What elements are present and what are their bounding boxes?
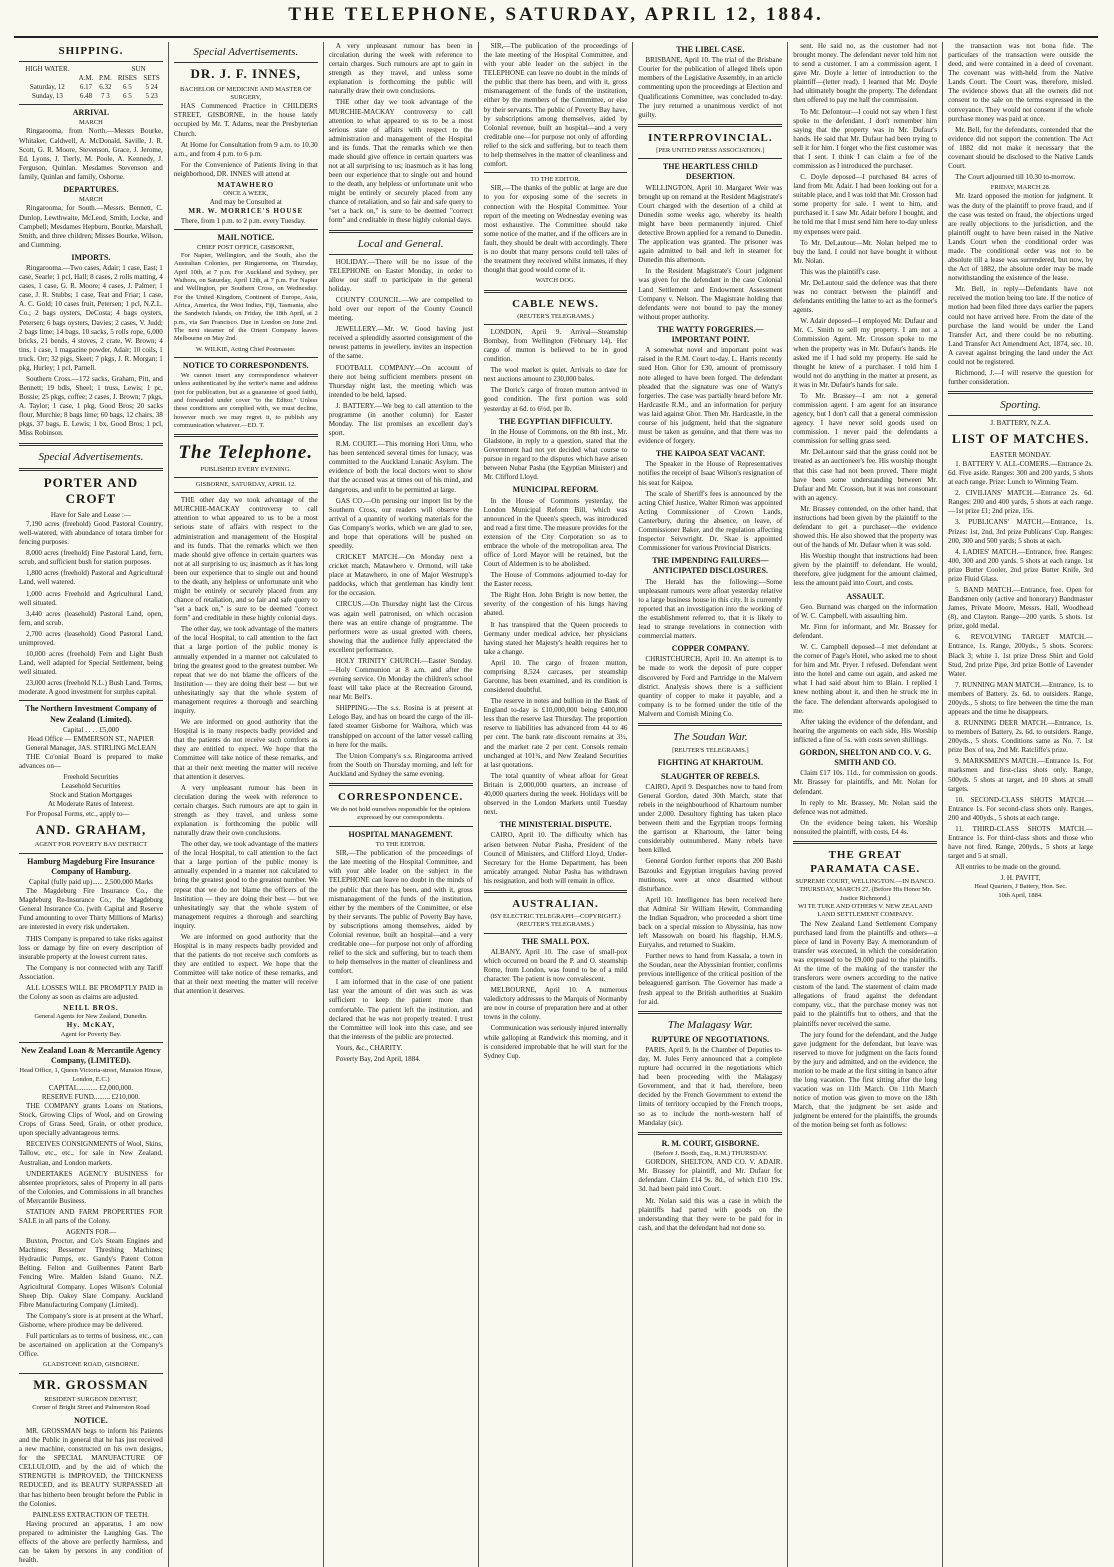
local-item: R.M. COURT.—This morning Hori Umu, who has been sentenced several times for lunacy, was committed to the Auckland Lunatic Asylum. The evidence of both the local doctors went to show that the accused was at times out of his mind, and dangerous, and unfit to be permitted at large. <box>328 440 473 494</box>
to-editor: TO THE EDITOR. <box>375 840 426 848</box>
shipping-heading: SHIPPING. <box>58 45 124 57</box>
match-item: 10. SECOND-CLASS SHOTS MATCH.—Entrance 1s. For second-class shots only. Ranges, 200 and 400yds., 5 shots at each range. <box>948 795 1093 822</box>
paramata-heading: THE GREAT PARAMATA CASE. <box>810 848 921 876</box>
letter-body: I am informed that in the case of one patient last year the amount of diet was such as was sufficient to keep the patient more than comfortable. The patient left the institution, and declared that he was not properly treated. I trust the Committee will look into this case, and see that the interests of the public are protected. <box>328 978 473 1041</box>
imports-text: Ringarooma.—Two cases, Adair; 1 case, East; 1 case, Searle; 1 pcl, Hall; 8 cases, 2 rolls matting, 4 cases, 1 case, G. R. Moore; 4 cases, J. Palmer; 1 case, J. R. Stubbs; 1 case, Teat and Friar; 1 case, A. C. Gold; 10 cases fruit, Petersen; 1 pcl, N.Z.L. Co.; 2 bags oysters, DeCosta; 4 bags oysters, Petersen; 6 bags oysters, Davies; 2 cases, V. Judd; 2 bags lime; 14 bags, 10 sacks, 5 rolls rope, 6,000 bricks, 21 bends, 4 stoves, 2 crate, W. Brown; 4 tins, 1 case, 1 magazine powder, Adair; 10 coils, 1 truck. Orr; 32 pigs, Skeet; 7 pkgs, J. R. Morgan; 1 pkg, Hurley; 1 pcl, Parnell. <box>19 264 163 372</box>
desertion-body: In the Resident Magistrate's Court judgment was given for the defendant in the case Colonial Land Settlement and Endowment Assessment Company v. Nelson. The Magistrate holding that defendants were not bound to pay the money without proper authority. <box>638 267 783 321</box>
court-paragraph: Mr. Brassey contended, on the other hand, that instructions had been given by the plaintiff to the defendant to get a purchaser—the evidence showed this. He also showed that the property was out of the hands of Mr. Dufaur when it was sold. <box>793 504 938 550</box>
soudan-sub: [REUTER'S TELEGRAMS.] <box>672 747 749 755</box>
secretary-sign-2: Head Quarters, J Battery, Hon. Sec. <box>974 883 1067 891</box>
paramata-sub: SUPREME COURT, WELLINGTON.—IN BANCO. <box>795 878 936 886</box>
special-ads-heading-2: Special Advertisements. <box>193 46 299 58</box>
matawhero: MATAWHERO <box>217 180 275 189</box>
watty-heading: THE WATTY FORGERIES.—IMPORTANT POINT. <box>657 324 764 345</box>
loan-title: New Zealand Loan & Mercantile Agency Company, (LIMITED). <box>21 1045 161 1066</box>
malagasy-heading: The Malagasy War. <box>667 1018 753 1031</box>
nz-invest-office: Head Office — EMMERSON ST., NAPIER <box>27 734 154 743</box>
tide-row: Sunday, 13 6.48 7 3 6 5 5 23 <box>31 91 158 100</box>
columns <box>14 42 1098 1565</box>
copper-heading: COPPER COMPANY. <box>671 644 750 654</box>
loan-body: THE COMPANY grants Loans on Stations, Stock, Growing Clips of Wool, and on Growing Crops of Grass Seed, Grain, or other produce, upon specially advantageous terms. <box>19 1102 163 1138</box>
libel-body: BRISBANE, April 10. The trial of the Brisbane Courier for the publication of alleged libels upon members of the Legislative Assembly, in an article commenting upon the proceedings at Election and Qualifications Committee, was concluded to-day. The jury returned a unanimous verdict of not guilty. <box>638 56 783 119</box>
rm-court-body: Mr. Nolan said this was a case in which the plaintiffs had parted with goods on the understanding that they were to be paid for in cash, and that the defendant had not done so. <box>638 1196 783 1232</box>
assault-body: After taking the evidence of the defendant, and hearing the arguments on each side, His Worship inflicted a fine of 5s. with costs seven shillings. <box>793 717 938 744</box>
list-of-matches-heading: LIST OF MATCHES. <box>951 431 1090 447</box>
leader-paragraph: THE other day we took advantage of the MURCHIE-MACKAY controversy to call attention to what appeared to us to be a most serious state of affairs with respect to the administration and management of the Hospital and its funds. That the remarks which we then made should give offence in certain quarters was not at all surprising to us; inasmuch as it has long been our experience that to single out and hound to the death, any helpless or unfortunate unit who might be entirely or securely placed from any chance of retaliation, and so fair and safe query to "set a back on," is sure to be deemed "correct form" and creditable in these highly colonial days. <box>328 98 473 225</box>
correspondence-heading: CORRESPONDENCE. <box>337 790 464 803</box>
land-item: 10,000 acres (freehold) Fern and Light Bush Land, well adapted for Special Settlement, being well situated. <box>19 649 163 677</box>
local-item: CIRCUS.—On Thursday night last the Circus was again well patronised, on which occasion there was an entire change of programme. The performers were as usual greeted with cheers, showing that the audience fully appreciated the excellent performance. <box>328 600 473 654</box>
nameplate: The Telephone. <box>178 442 314 464</box>
notice-heading: NOTICE. <box>74 1415 108 1425</box>
land-item: 23,000 acres (freehold N.L.) Bush Land. Terms, moderate. A good investment for surplus capital. <box>19 679 163 697</box>
porter-croft-sub: Have for Sale and Lease :— <box>50 510 131 519</box>
mckay-name: Hy. McKAY, <box>66 1021 116 1030</box>
letter-body: SIR,—The publication of the proceedings of the late meeting of the Hospital Committee, and with your able leader on the subject in the TELEPHONE can leave no doubt in the minds of the public that there has been, and with it, gross mismanagement of the funds of the institution, either by the members of the Committee, or else by their servants. The public of Poverty Bay have, by subscriptions among themselves, aided by Colonial revenue, built an hospital—and a very creditable one—for purpose not only of affording relief to the sick and suffering, but to teach them to help themselves in the matter of cleanliness and comfort. <box>328 849 473 976</box>
local-item: GAS CO.—On perusing our import list by the Southern Cross, our readers will observe the arrival of a quantity of working materials for the Gas Company's works, which we are glad to see, and hope that operations will be pushed on speedily. <box>328 496 473 550</box>
cable-sub: (REUTER'S TELEGRAMS.) <box>517 312 594 320</box>
malagasy-body: PARIS, April 9. In the Chamber of Deputies to-day, M. Jules Ferry announced that a complete rupture had occurred in the negotiations which had been proceeding with the Malagasy Government, and that it had, therefore, been decided by the French Government to extend the limits of territory occupied by the French troops, so as to include the north-western half of Mandalay (sic). <box>638 1046 783 1127</box>
court-paragraph: W. Adair deposed—I employed Mr. Dufaur and Mr. C. Smith to sell my property. I am not a Commission Agent. Mr. Crosson spoke to me when the property was in Mr. Dufaur's hands. He asked me if I had sold my property. He said he thought he knew of a purchaser. I told him I would not do anything in the matter at present, as it was in Mr. Dufaur's hands for sale. <box>793 317 938 389</box>
paramata-paragraph: The Court adjourned till 10.30 to-morrow. <box>955 173 1076 182</box>
letter-body-cont: SIR,—The publication of the proceedings of the late meeting of the Hospital Committee, and with your able leader on the subject in the TELEPHONE can leave no doubt in the minds of the public that there has been, and with it, gross mismanagement of the funds of the institution, either by the members of the Committee, or else by their servants. The public of Poverty Bay have, by subscriptions among themselves, aided by Colonial revenue, built an hospital—and a very creditable one—for purpose not only of affording relief to the sick and suffering, but to teach them to help themselves in the matter of cleanliness and comfort. <box>483 42 628 169</box>
loan-body: UNDERTAKES AGENCY BUSINESS for absentee proprietors, sales of Property in all parts of the Colonies, and Commissions in all branches of Mercantile Business. <box>19 1169 163 1205</box>
grossman-sub: RESIDENT SURGEON DENTIST, <box>44 1396 138 1404</box>
hamburg-body: THIS Company is prepared to take risks against loss or damage by fire on every description of insurable property at the lowest current rates. <box>19 934 163 961</box>
cable-item: LONDON, April 9. Arrival—Steamship Bombay, from Wellington (February 14). Her cargo of mutton is believed to be in good condition. <box>483 327 628 364</box>
local-item: HOLY TRINITY CHURCH.—Easter Sunday.—Holy Communion at 8 a.m. and after the evening service. On Monday the children's school feast will take place at the Recreation Ground, near Mr. Bell's. <box>328 656 473 702</box>
column-5 <box>633 42 788 1567</box>
paramata-paragraph: Mr. Izard opposed the motion for judgment. It was the duty of the plaintiff to prove fraud, and if the case was tested on fraud, the objections urged are really objections to the jurisdiction, and the plaintiff ought to have been raised in the Native Lands Court when the conditional order was made. The conditional order was not to be absolute till a lease was surrendered, but now, by the Act of 1882, the absolute order may be made notwithstanding the existence of the lease. <box>948 192 1093 283</box>
nz-invest-foot: For Proposal Forms, etc., apply to— <box>26 809 130 818</box>
local-item: JEWELLERY.—Mr. W. Good having just received a splendidly assorted consignment of the newest patterns in jewellery, invites an inspection of the same. <box>328 325 473 361</box>
soudan-heading: The Soudan War. <box>673 730 748 743</box>
egypt-heading: THE EGYPTIAN DIFFICULTY. <box>498 416 613 426</box>
loan-capital: CAPITAL........... £2,000,000. <box>48 1083 134 1092</box>
hamburg-body: The Magdeburg Fire Insurance Co., the Magdeburg Re-Insurance Co., the Magdeburg General Insurance Co. (with Capital and Reserve Fund amounting to over Thirty Millions of Marks) are interested in every risk undertaken. <box>19 887 163 932</box>
loan-reserve: RESERVE FUND......... £210,000. <box>41 1093 140 1101</box>
grossman-title: MR. GROSSMAN <box>33 1376 149 1392</box>
ministerial-body: CAIRO, April 10. The difficulty which has arisen between Nubar Pasha, President of the Council of Ministers, and Clifford Lloyd, Under-Secretary for the Home Department, has been amicably arranged. Nubar Pasha has withdrawn his resignation, and both will remain in office. <box>483 831 628 885</box>
land-item: 8,000 acres (freehold) Fine Pastoral Land, fern, scrub, and sufficient bush for station purposes. <box>19 549 163 567</box>
paramata-date: THURSDAY, MARCH 27. (Before His Honor Mr. Justice Richmond.) <box>799 886 932 902</box>
match-item: 2. CIVILIANS' MATCH.—Entrance 2s. 6d. Ranges: 200 and 400 yards, 5 shots at each range.—1st prize £1; 2nd prize, 15s. <box>948 489 1093 516</box>
special-ads-heading: Special Advertisements. <box>38 450 144 463</box>
column-2 <box>169 42 324 1567</box>
secretary-sign: J. H. PAVITT, <box>1000 874 1041 883</box>
land-item: 1,800 acres (freehold) Pastoral and Agricultural Land, well watered. <box>19 569 163 587</box>
column-6 <box>788 42 943 1567</box>
corr-notice-heading: NOTICE TO CORRESPONDENTS. <box>182 360 309 370</box>
nz-invest-title: The Northern Investment Company of New Zealand (Limited). <box>25 704 157 724</box>
loan-agents-list: Buxton, Proctor, and Co's Steam Engines and Machines; Bessemer Threshing Machines; Hydraulic Pumps, etc. Gandy's Patent Cotton Belting. Felton and Guilbennes Patent Barb Fencing Wire. Malden Island Guano. N.Z. Agricultural Company. Lopes Wilson's Colonial Sheep Dip. Oakey Slate Company. Auckland Fibre Manufacturing Company (Limited). <box>19 1237 163 1309</box>
land-item: 2,700 acres (leasehold) Good Pastoral Land, unimproved. <box>19 629 163 647</box>
mail-heading: MAIL NOTICE. <box>217 232 275 242</box>
cable-item: It has transpired that the Queen proceeds to Germany under medical advice, her physicians having stated her Majesty's health requires her to take a change. <box>483 620 628 656</box>
land-item: 3,440 acres (leasehold) Pastoral Land, open, fern, and scrub. <box>19 609 163 627</box>
cable-heading: CABLE NEWS. <box>512 297 599 310</box>
graham-name: AND. GRAHAM, <box>35 821 147 837</box>
malagasy-sub: RUPTURE OF NEGOTIATIONS. <box>651 1034 770 1044</box>
loan-address: GLADSTONE ROAD, GISBORNE. <box>42 1361 140 1369</box>
matawhero-sub: ONCE A WEEK, <box>223 190 269 198</box>
local-heading: Local and General. <box>357 237 444 250</box>
gordon-heading: GORDON, SHELTON AND CO. V. G. SMITH AND CO. <box>799 747 931 768</box>
libel-heading: THE LIBEL CASE. <box>676 45 745 54</box>
loan-office: Head Office, 1, Queen Victoria-street, Mansion House, London, E.C.) <box>19 1067 163 1083</box>
match-item: 7. RUNNING MAN MATCH.—Entrance, 1s. to members of Battery. 2s. 6d. to outsiders. Range, 200yds., 5 shots; to fire between the time the man appears and the time he disappears. <box>948 680 1093 717</box>
arrival-heading: ARRIVAL <box>72 107 110 117</box>
cable-item: The House of Commons adjourned to-day for the Easter recess. <box>483 571 628 589</box>
innes-body: For the Convenience of Patients living in that neighborhood, DR. INNES will attend at <box>173 160 318 178</box>
published-line: PUBLISHED EVERY EVENING. <box>200 465 292 473</box>
desertion-heading: THE HEARTLESS CHILD DESERTION. <box>662 162 758 182</box>
cable-item: April 10. The cargo of frozen mutton, comprising 8,524 carcases, per steamship Garonne, has been examined, and its condition is considered doubtful. <box>483 658 628 695</box>
gordon-body: In reply to Mr. Brassey, Mr. Nolan said the defence was not admitted. <box>793 798 938 816</box>
egypt-body: In the House of Commons, on the 8th inst., Mr. Gladstone, in reply to a question, stated that the Government had not yet decided what course to pursue in regard to the disputes which have arisen between Nubar Pasha (the Egyptian Minister) and Mr. Clifford Lloyd. <box>483 427 628 482</box>
match-item: 1. BATTERY V. ALL-COMERS.—Entrance 2s. 6d. Five aside. Ranges: 300 and 200 yards, 5 shots at each range. Prize: Lunch to Winning Team. <box>948 459 1093 487</box>
morrice-house: MR. W. MORRICE'S HOUSE <box>188 207 304 216</box>
gordon-body: On the evidence being taken, his Worship nonsuited the plaintiff, with costs, £4 4s. <box>793 818 938 836</box>
match-item: 3. PUBLICANS' MATCH.—Entrance, 1s. Prizes: 1st, 2nd, 3rd prize Publicans' Cup. Ranges: 200, 300 and 500 yards; 5 shots at each. <box>948 518 1093 545</box>
land-item: 1,000 acres Freehold and Agricultural Land, well situated. <box>19 589 163 607</box>
letter-sign: Yours, &c., CHARITY. <box>335 1043 403 1052</box>
local-item: SHIPPING.—The s.s. Rosina is at present at Lelogo Bay, and has on board the cargo of the ill-fated steamer Gisborne for Waihora, which was transhipped on account of the latter vessel calling in here for the mails. <box>328 704 473 749</box>
paramata-paragraph: Richmond, J.—I will reserve the question for further consideration. <box>948 368 1093 387</box>
kaipoa-heading: THE KAIPOA SEAT VACANT. <box>655 449 765 459</box>
municipal-heading: MUNICIPAL REFORM. <box>512 485 599 495</box>
hamburg-body: The Company is not connected with any Tariff Association. <box>19 963 163 981</box>
court-paragraph: C. Doyle deposed—I purchased 84 acres of land from Mr. Adair. I had been looking out for a suitable place, and I was told that Mr. Crosson had some property for sale. I went to him, and purchased it. I saw Mr. Adair before I bought, and he told me that I must send him here to-day unless my expenses were paid. <box>793 173 938 236</box>
municipal-body: In the House of Commons yesterday, the London Municipal Reform Bill, which was announced in the Queen's speech, was introduced and read a first time. The measure provides for the extension of the City Corporation so as to embrace the whole of the metropolitan area. The office of Lord Mayor will be retained, but the Court of Aldermen is to be abolished. <box>483 496 628 569</box>
interprovincial-heading: INTERPROVINCIAL. <box>648 131 773 144</box>
mail-sign: W. WILKIE, Acting Chief Postmaster. <box>195 345 296 353</box>
painless-body: Having procured an apparatus, I am now prepared to administer the Laughing Gas. The effects of the above are perfectly harmless, and can be taken by persons in any condition of health. <box>19 1519 163 1565</box>
nz-invest-list-item: At Moderate Rates of Interest. <box>47 800 134 809</box>
cable-item: The total quantity of wheat afloat for Great Britain is 2,000,000 quarters, an increase of 40,000 quarters during the week. Holidays will be observed in the London Markets until Tuesday next. <box>483 771 628 817</box>
innes-body: At Home for Consultation from 9 a.m. to 10.30 a.m., and from 4 p.m. to 6 p.m. <box>173 140 318 158</box>
departures-text: Ringarooma, for South.—Messrs. Bennett, C. Dunlop, Lewthwaite, McLeod, Smith, Locke, and Campbell; Mesdames Hepburn, Bourke, Marshall, Smith, and three children; Misses Bourke, Wilson, and Cumming. <box>19 204 163 249</box>
cable-item: The Right Hon. John Bright is now better, the severity of the congestion of his lungs having abated. <box>483 591 628 618</box>
departures-heading: DEPARTURES. <box>63 184 119 194</box>
tide-sub: A.M. <box>78 74 94 83</box>
paramata-paragraph: Mr. Bell, in reply—Defendants have not received the motion being too late. If the notice of motion had been filed three days earlier the papers could not have arrived here. From the date of the purchase the land would be under the Land Transfer Act, and there could be no rebutting. Land Transfer Act Amendment Act, 1874, sec. 10. A caveat against bringing the land under the Act could not be registered. <box>948 285 1093 366</box>
soudan-body: CAIRO, April 9. Despatches now to hand from General Gordon, dated 30th March, state that rebels in the neighbourhood of Khartoum number under 2,000. Desultory fighting has taken place between them and the Egyptian troops forming the garrison at Khartoum, the latter being considerably outnumbered. Many rebels have been killed. <box>638 782 783 855</box>
imports-heading: IMPORTS. <box>71 252 111 262</box>
court-paragraph: This was the plaintiff's case. <box>800 267 881 276</box>
australian-heading: AUSTRALIAN. <box>512 897 599 910</box>
column-4 <box>479 42 634 1567</box>
land-item: 7,190 acres (freehold) Good Pastoral Country, well-watered, with abundance of totara timber for fencing purposes. <box>19 519 163 547</box>
leader-paragraph: A very unpleasant rumour has been in circulation during the week with reference to certain charges. Such rumours are apt to gain in strength as they travel, and unless some explanation is forthcoming the public will naturally draw their own conclusions. <box>173 783 318 838</box>
correspondence-disclaimer: We do not hold ourselves responsible for the opinions expressed by our correspondents. <box>330 806 471 822</box>
local-item: CRICKET MATCH.—On Monday next a cricket match, Matawhero v. Ormond, will take place at Matawhero, in one of Major Westrupp's paddocks, which that gentleman has kindly lent for the occasion. <box>328 553 473 598</box>
column-1 <box>14 42 169 1567</box>
tide-sub: P.M. <box>98 74 112 83</box>
graham-sub: AGENT FOR POVERTY BAY DISTRICT <box>34 841 148 849</box>
match-item: 6. REVOLVING TARGET MATCH.—Entrance, 1s. Range, 200yds., 5 shots. Scorers: Black 3; white 1. 1st prize Dress Shirt and Gold Stud, 2nd prize Pipe, 3rd prize Bottle of Lavender Water. <box>948 633 1093 678</box>
morrice-time: There, from 1 p.m. to 2 p.m. every Tuesday. <box>180 216 306 225</box>
entries-note: All entries to be made on the ground. <box>955 863 1061 872</box>
cable-item: The reserve in notes and bullion in the Bank of England to-day is £10,000,000 being £400,000 less than the reserve last Thursday. The proportion reserve to liabilities has advanced from 44 to 46 per cent. The bank rate discount remains at 3½, and the market rate 2 per cent. Consols remain unchanged at 101¾, and New Zealand Securities at last quotations. <box>483 697 628 769</box>
smallpox-body: ALBANY, April 10. The case of small-pox which occurred on board the P. and O. steamship Rome, from London, was found to be of a mild character. The patient is now convalescent. <box>483 947 628 984</box>
corr-notice-body: We cannot insert any correspondence whatever unless authenticated by the writer's name and address (not for publication, but as a guarantee of good faith), and forwarded under cover "to the Editor." Unless these conditions are complied with, we must decline, however much we may regret it, to publish any communication whatever.—ED. T. <box>173 372 318 429</box>
mail-body: For Napier, Wellington, and the South, also the Australian Colonies, per Ringarooma, on Thursday, April 10th, at 7 p.m. For Auckland and Sydney, per Waihora, on Saturday, April 12th, at 7 p.m. For Napier and Wellington, per Southern Cross, on Wednesday. For the United Kingdom, Continent of Europe, Asia, Africa, America, the West Indies, Fiji, Tasmania, also the Sandwich Islands, on Friday, the 18th April, at 2 p.m., via San Francisco. Due in London on June 2nd. The next steamer of the Orient Company leaves Melbourne on May 2nd. <box>173 252 318 343</box>
letter-2-body: SIR,—The thanks of the public at large are due to you for exposing some of the secrets in connection with the Hospital Committee. Your report of the meeting on Wednesday evening was most exhaustive. The Committee should take some notice of the matter, and if the officers are in fault, they should be dealt with accordingly. There is no doubt that many persons could tell tales of the treatment they received whilst inmates, if they thought that good would come of it. <box>483 184 628 275</box>
hamburg-agent-sub: General Agents for New Zealand, Dunedin. <box>34 1013 148 1021</box>
porter-croft-title: PORTER AND CROFT <box>43 474 139 507</box>
assault-body: Geo. Burnand was charged on the information of W. C. Campbell, with assaulting him. <box>793 602 938 620</box>
soudan-body: Further news to hand from Kassala, a town in the Soudan, near the Abyssinian frontier, confirms previous intelligence of the critical position of the beleaguered garrison. The Governor has made a fresh appeal to the British authorities at Suakim for aid. <box>638 952 783 1006</box>
court-paragraph: To Mr. Defontour—I could not say when I first spoke to the defendant. I don't remember him saying that the property was in Mr. Dufaur's hands. He said that Mr. Dufaur had been trying to sell it for him. I forget who the first customer was that I sent. I think I can claim a fee of the commission as I introduced the purchaser. <box>793 107 938 171</box>
leader-paragraph: A very unpleasant rumour has been in circulation during the week with reference to certain charges. Such rumours are apt to gain in strength as they travel, and unless some explanation is forthcoming the public will naturally draw their own conclusions. <box>328 42 473 96</box>
rm-court-body: GORDON, SHELTON, AND CO. V. ADAIR. Mr. Brassey for plaintiff, and Mr. Dufaur for defendant. Claim £14 9s. 8d., of which £10 19s. 3d. had been paid into Court. <box>638 1158 783 1194</box>
court-paragraph: To Mr. Brassey—I am not a general commission agent. I am agent for an insurance agency, but I don't call that a general commission agency. I have never sold goods used on commission. I never paid the defendants a commission for selling grass seed. <box>793 391 938 446</box>
mail-sub: CHIEF POST OFFICE, GISBORNE, <box>196 243 295 251</box>
interprovincial-sub: [PER UNITED PRESS ASSOCIATION.] <box>656 146 765 154</box>
desertion-body: WELLINGTON, April 10. Margaret Weir was brought up on remand at the Resident Magistrate's Court charged with the desertion of a child at Dunedin some weeks ago, whereby its health might have been permanently injured. Chief detective Brown applied for a remand to Dunedin. The application was granted. The prisoner was again admitted to bail and left in steamer for Dunedin this afternoon. <box>638 183 783 265</box>
leader-paragraph: We are informed on good authority that the Hospital is in many respects badly provided and that the patients do not receive such comforts as they are entitled to expect. We hope that the Committee will take notice of these remarks, and that at their next meeting the matter will receive that attention it deserves. <box>173 718 318 781</box>
paramata-case: WI TE TUKE AND OTHERS V. NEW ZEALAND LAND SETTLEMENT COMPANY. <box>797 903 933 919</box>
failure-body: The Herald has the following:—Some unpleasant rumours were afloat yesterday relative to a large business house in this city. It is currently reported that an investigation into the working of the establishment referred to, that it is likely to lead to strange revelations in connection with commercial matters. <box>638 577 783 641</box>
leader-paragraph: The other day, we took advantage of the matters of the local Hospital, to call attention to the fact that a large portion of the public money is annually expended in a manner not calculated to bring the greatest good to the greatest number. We repeat that we do not blame the officers of the Institution — they are doing their best — but we unhesitatingly say that the whole system of management requires a thorough and searching inquiry. <box>173 840 318 930</box>
assault-body: W. C. Campbell deposed—I met defendant at the corner of Page's Hotel, who asked me to shout for him and Mr. Pryer. I refused. Defendant went into the hotel and came out again, and asked me what I had said about him to Blain. I replied I knew nothing about it, and then he struck me in the face. The defendant afterwards apologised to me. <box>793 643 938 715</box>
nz-invest-list-item: Freehold Securities <box>63 773 119 782</box>
tide-table <box>19 65 163 101</box>
nz-invest-manager: General Manager, JAS. STIRLING McLEAN <box>25 744 157 752</box>
tide-sub: SETS <box>143 74 160 83</box>
court-paragraph: Mr. DeLautour said the defence was that there was no contract between the plaintiff and defendants entitling the latter to act as the former's agents. <box>793 278 938 315</box>
hospital-heading: HOSPITAL MANAGEMENT. <box>348 829 453 839</box>
nz-invest-body: THE Co'onial Board is prepared to make advances on— <box>19 753 163 771</box>
secretary-date: 10th April, 1884. <box>998 891 1043 899</box>
match-item: 5. BAND MATCH.—Entrance, free. Open for Bandsmen only (active and honorary) Bandmaster James, Private Moore, Messrs. Hall, Woodhead (8), and Clayton. Range—200 yards. 5 shots. 1st prize, gold medal. <box>948 586 1093 631</box>
failure-heading: THE IMPENDING FAILURES—ANTICIPATED DISCLOSURES. <box>652 556 769 576</box>
nz-invest-list-item: Leasehold Securities <box>61 782 121 791</box>
loan-body: STATION AND FARM PROPERTIES FOR SALE in all parts of the Colony. <box>19 1207 163 1226</box>
hamburg-title: Hamburg Magdeburg Fire Insurance Company of Hamburg. <box>27 856 155 876</box>
court-paragraph: His Worship thought that instructions had been given by the plaintiff to defendant. He would, therefore, give judgment for the amount claimed, less the amount paid into Court, and costs. <box>793 552 938 588</box>
easter-monday: EASTER MONDAY. <box>990 450 1051 459</box>
copper-body: CHRISTCHURCH, April 10. An attempt is to be made to work the deposit of pure copper discovered by Ford and Partridge in the Malvern district. Analysis shows there is a sufficient quantity of copper to make it payable, and a company is to be formed under the title of the Malvern and Cornish Mining Co. <box>638 655 783 718</box>
letter-date: Poverty Bay, 2nd April, 1884. <box>335 1054 421 1063</box>
local-item: FOOTBALL COMPANY.—On account of there not being sufficient members present on Thursday night last, the meeting which was intended to be held, lapsed. <box>328 363 473 399</box>
leader-paragraph: The other day, we took advantage of the matters of the local Hospital, to call attention to the fact that a large portion of the public money is annually expended in a manner not calculated to bring the greatest good to the greatest number. We repeat that we do not blame the officers of the Institution — they are doing their best — but we unhesitatingly say that the whole system of management requires a thorough and searching inquiry. <box>173 625 318 716</box>
hamburg-capital: Capital (fully paid up)...... 2,500,000 Marks <box>28 878 153 887</box>
nz-invest-capital: Capital . . . . £5,000 <box>62 725 119 734</box>
paramata-body: The New Zealand Land Settlement Company purchased land from the plaintiffs and others—a piece of land in Poverty Bay. A memorandum of transfer was executed, in which the consideration was expressed to be £9,000 paid to the plaintiffs. At the time of the making of the transfer the transferors were owners according to the native custom of the land. The statement of claim made allegations of fraud against the defendant company, viz., that the purchase money was not paid to the plaintiffs but to others, and that the plaintiffs never received the same. <box>793 919 938 1028</box>
watty-body: A somewhat novel and important point was raised in the R.M. Court to-day. L. Harris recently sued Hon. Ghor for £30, amount of promissory note alleged to have been forged. The defendant pleaded that the signature was one of Watty's forgeries. The case was partially heard before Mr. Hardcastle R.M., and an information for perjury was laid against Ghor. Then Mr. Hardcastle, in the course of his judgment, held that the signature must be taken as genuine, and that there was no evidence of forgery. <box>638 346 783 446</box>
paramata-paragraph: Mr. Bell, for the defendants, contended that the evidence did not support the contention. The Act of 1882 did not make it necessary that the covenant should be disclosed to the Native Lands Court. <box>948 125 1093 171</box>
court-paragraph: Mr. DeLautour said that the grass could not be treated as an auctioneer's fee. His worship thought that this case had not been proved. There might have been some understanding between Mr. Dufaur and Mr. Crosson, but it was not consonant with an agency. <box>793 448 938 502</box>
loan-agents: AGENTS FOR— <box>65 1228 117 1237</box>
local-item: J. BATTERY.—We beg to call attention to the programme (in another column) for Easter Monday. The list promises an excellent day's sport. <box>328 401 473 438</box>
masthead <box>14 4 1098 38</box>
leader-paragraph: We are informed on good authority that the Hospital is in many respects badly provided and that the patients do not receive such comforts as they are entitled to expect. We hope that the Committee will take notice of these remarks, and that at their next meeting the matter will receive that attention it deserves. <box>173 932 318 996</box>
innes-sub: BACHELOR OF MEDICINE AND MASTER OF SURGERY, <box>179 85 312 102</box>
local-item: COUNTY COUNCIL.—We are compelled to hold over our report of the County Council meeting. <box>328 295 473 323</box>
masthead-title: THE TELEPHONE, SATURDAY, APRIL 12, 1884. <box>288 4 824 25</box>
innes-body: HAS Commenced Practice in CHILDERS STREET, GISBORNE, in the house lately occupied by Mr. T. Adams, near the Presbyterian Church. <box>173 102 318 138</box>
tide-head: HIGH WATER. <box>25 65 70 74</box>
cable-item: The wool market is quiet. Arrivals to date for next auctions amount to 230,000 bales. <box>483 366 628 384</box>
ministerial-heading: THE MINISTERIAL DISPUTE. <box>499 820 612 830</box>
hamburg-agent: NEILL BROS. <box>63 1004 119 1013</box>
local-item: The Union Company's s.s. Ringarooma arrived from the South on Thursday morning, and left for Auckland and Sydney the same evening. <box>328 751 473 778</box>
smallpox-heading: THE SMALL POX. <box>521 936 590 946</box>
imports-text-2: Southern Cross.—172 sacks, Graham, Pitt, and Bennett; 19 bdls, Sheel; 1 truss, Lewis; 1 pc, Bossie; 25 pkgs, coffee; 2 cases, J. Brown; 7 pkgs, A. Taylor; 1 case, 1 pkg, Good Bros; 20 sacks flour, Murchie; 8 bags lime; 60 bags, 12 chairs, 38 pkgs, 37 bags, E. Lewis; 1 bx, Good Bros; 1 pcl, Miss Robinson. <box>19 375 163 438</box>
australian-sub: (BY ELECTRIC TELEGRAPH—COPYRIGHT.) (REUTER'S TELEGRAMS.) <box>490 912 621 929</box>
hamburg-body: ALL LOSSES WILL BE PROMPTLY PAID in the Colony as soon as claims are adjusted. <box>19 983 163 1001</box>
column-7 <box>943 42 1098 1567</box>
leader-paragraph: THE other day we took advantage of the MURCHIE-MACKAY controversy to call attention to what appeared to us to be a most serious state of affairs with respect to the administration and management of the Hospital and its funds. That the remarks which we then made should give offence in certain quarters was not at all surprising to us; inasmuch as it has long been our experience that to single out and hound to the death, any helpless or unfortunate unit who might be entirely or securely placed from any chance of retaliation, and so fair and safe query to "set a back on," is sure to be deemed "correct form" and creditable in these highly colonial days. <box>173 496 318 623</box>
mckay-sub: Agent for Poverty Bay. <box>60 1030 122 1038</box>
match-item: 8. RUNNING DEER MATCH.—Entrance, 1s. to members of Battery, 2s. 6d. to outsiders. Range, 200yds., 5 shots. Conditions same as No. 7. 1st prize Box of tea, 2nd Mr. Ratcliffe's prize. <box>948 719 1093 755</box>
grossman-address: Corner of Bright Street and Palmerston Road <box>32 1404 150 1412</box>
khartoum-heading: FIGHTING AT KHARTOUM. <box>657 758 763 768</box>
nz-invest-list-item: Stock and Station Mortgages <box>49 791 132 800</box>
column-3 <box>324 42 479 1567</box>
painless-heading: PAINLESS EXTRACTION OF TEETH. <box>32 1510 150 1519</box>
soudan-body: April 10. Intelligence has been received here that Admiral Sir William Hewitt, Commanding the Indian Squadron, who proceeded a short time back on a special mission to Abyssinia, has now left Massowah on board his flagship, H.M.S. Euryalus, and returned to Suakim. <box>638 895 783 950</box>
slaughter-heading: SLAUGHTER OF REBELS. <box>661 771 760 781</box>
tide-row: Saturday, 12 6.17 6.32 6 5 5 24 <box>29 82 158 91</box>
sporting-heading: Sporting. <box>1000 399 1041 412</box>
tide-sub: RISES <box>117 74 137 83</box>
grossman-body: MR. GROSSMAN begs to inform his Patients and the Public in general that he has just received a new machine, constructed on his own designs, for the SPECIAL MANUFACTURE OF CELLULOID, and by the aid of which the STRENGTH is IMPROVED, the THICKNESS REDUCED, and its BEAUTY SURPASSED all that has hitherto been brought before the Public in the Colonies. <box>19 1426 163 1508</box>
rm-court-sub: (Before J. Booth, Esq., R.M.) THURSDAY. <box>653 1149 768 1157</box>
loan-body: RECEIVES CONSIGNMENTS of Wool, Skins, Tallow, etc., etc., for sale in New Zealand, Australian, and London markets. <box>19 1140 163 1167</box>
friday-dateline: FRIDAY, MARCH 28. <box>990 184 1051 192</box>
match-item: 9. MARKSMEN'S MATCH.—Entrance 1s. For marksmen and first-class shots only. Range, 500yds. 5 shots at target, and 10 shots at small targets. <box>948 757 1093 793</box>
loan-foot: Full particulars as to terms of business, etc., can be ascertained on application at the Company's Office. <box>19 1331 163 1359</box>
soudan-body: General Gordon further reports that 200 Bashi Bazouks and Egyptian irregulars having proved mutinous, were at once disarmed without disturbance. <box>638 857 783 893</box>
kaipoa-body: The scale of Sheriff's fees is announced by the acting Chief Justice, Walter Rimon was appointed Acting Commissioner of Crown Lands, Canterbury, during the absence, on leave, of Commissioner Baker, and the regulation affecting Inspector Seivwright. Dr. Skae is appointed Commissioner for various Provincial Districts. <box>638 489 783 553</box>
match-item: 11. THIRD-CLASS SHOTS MATCH.—Entrance 1s. For third-class shots and those who have not fired. Range, 200yds., 5 shots at large target and 5 at small. <box>948 824 1093 861</box>
departures-sub: MARCH <box>79 196 103 204</box>
innes-title: DR. J. F. INNES, <box>190 66 302 82</box>
court-paragraph: sent. He said no, as the customer had not brought money. The defendant never told him not to send a customer. I am a commission agent. I gave Mr. Doyle a letter of introduction to the plaintiff—(letter read). I learned that Mr. Doyle had ultimately bought the property. The defendant then offered to pay me half the commission. <box>793 42 938 105</box>
paramata-body: The jury found for the defendant, and the Judge gave judgment for the defendant, but leave was reserved to move for judgment on the facts found by the jury and admitted, and on the evidence, the motion to be made at the first sitting in banco after the long vacation. The first sitting after the long vacation was on 11th March. On 11th March notice of motion was given to move on the 18th March, that the judgment be set aside and judgment be entered for the plaintiffs, the grounds of the motion being set forth as follows: <box>793 1030 938 1130</box>
tide-head-sun: SUN <box>131 65 146 74</box>
rm-court-heading: R. M. COURT, GISBORNE. <box>661 1138 760 1148</box>
match-item: 4. LADIES' MATCH.—Entrance, free. Ranges: 400, 300 and 200 yards. 5 shots at each range. 1st prize Butter Cooler, 2nd prize Butter Knife, 3rd prize Fluid Glass. <box>948 547 1093 583</box>
melbourne-body: MELBOURNE, April 10. A numerous valedictory addresses to the Marquis of Normanby are now in course of preparation here and at other towns in the colony. <box>483 986 628 1022</box>
melbourne-body: Communication was seriously injured internally while galloping at Randwick this morning, and it is considered improbable that he will start for the Sydney Cup. <box>483 1024 628 1060</box>
kaipoa-body: The Speaker in the House of Representatives notifies the receipt of Isaac Wilson's resignation of his seat for Kaipoa. <box>638 460 783 487</box>
letter-2-sign: WATCH DOG. <box>535 277 576 285</box>
paramata-paragraph: the transaction was not bona fide. The particulars of the transaction were outside the deed, and were contained in a deed of covenant. The covenant was with-held from the Native Lands Court. The Court was, therefore, misled. The evidence shows that all the owners did not consent to the sale on the terms expressed in the conveyance. They would not consent if the whole purchase money was paid at once. <box>948 42 1093 123</box>
battery-heading: J. BATTERY, N.Z.A. <box>990 419 1051 428</box>
arrival-sub: MARCH <box>79 119 103 127</box>
assault-heading: ASSAULT. <box>846 591 884 601</box>
assault-body: Mr. Finn for informant, and Mr. Brassey for defendant. <box>793 622 938 640</box>
matawhero-body: And may be Consulted at <box>209 198 282 207</box>
arrival-text: Ringarooma, from North.—Messrs Bourke, Whitaker, Caldwell, A. McDonald, Saville, J. R. Scott, G. R. Moore, Stevenson, Grace, J. Jerome, Ed. Lyons, J. Tierly, M. Poole, A. Kennedy, J. Ferguson, Quinlan. Mesdames Stevenson and family, Quinlan and family, Osborne. <box>19 127 163 181</box>
gordon-body: Claim £17 10s. 11d., for commission on goods. Mr. Brassey for plaintiffs, and Mr. Nolan for defendant. <box>793 769 938 796</box>
dateline: GISBORNE, SATURDAY, APRIL 12. <box>195 480 296 488</box>
to-editor-2: TO THE EDITOR. <box>530 176 581 184</box>
court-paragraph: To Mr. DeLautour—Mr. Nolan helped me to buy the land. I could not have bought it without Mr. Nolan. <box>793 238 938 265</box>
local-item: HOLIDAY.—There will be no issue of the TELEPHONE on Easter Monday, in order to allow our staff to participate in the general holiday. <box>328 257 473 293</box>
cable-item: The Doric's cargo of frozen mutton arrived in good condition. The first portion was sold yesterday at 6d. to 6½d. per lb. <box>483 386 628 413</box>
loan-foot: The Company's store is at present at the Wharf, Gisborne, where produce may be delivered. <box>19 1311 163 1329</box>
